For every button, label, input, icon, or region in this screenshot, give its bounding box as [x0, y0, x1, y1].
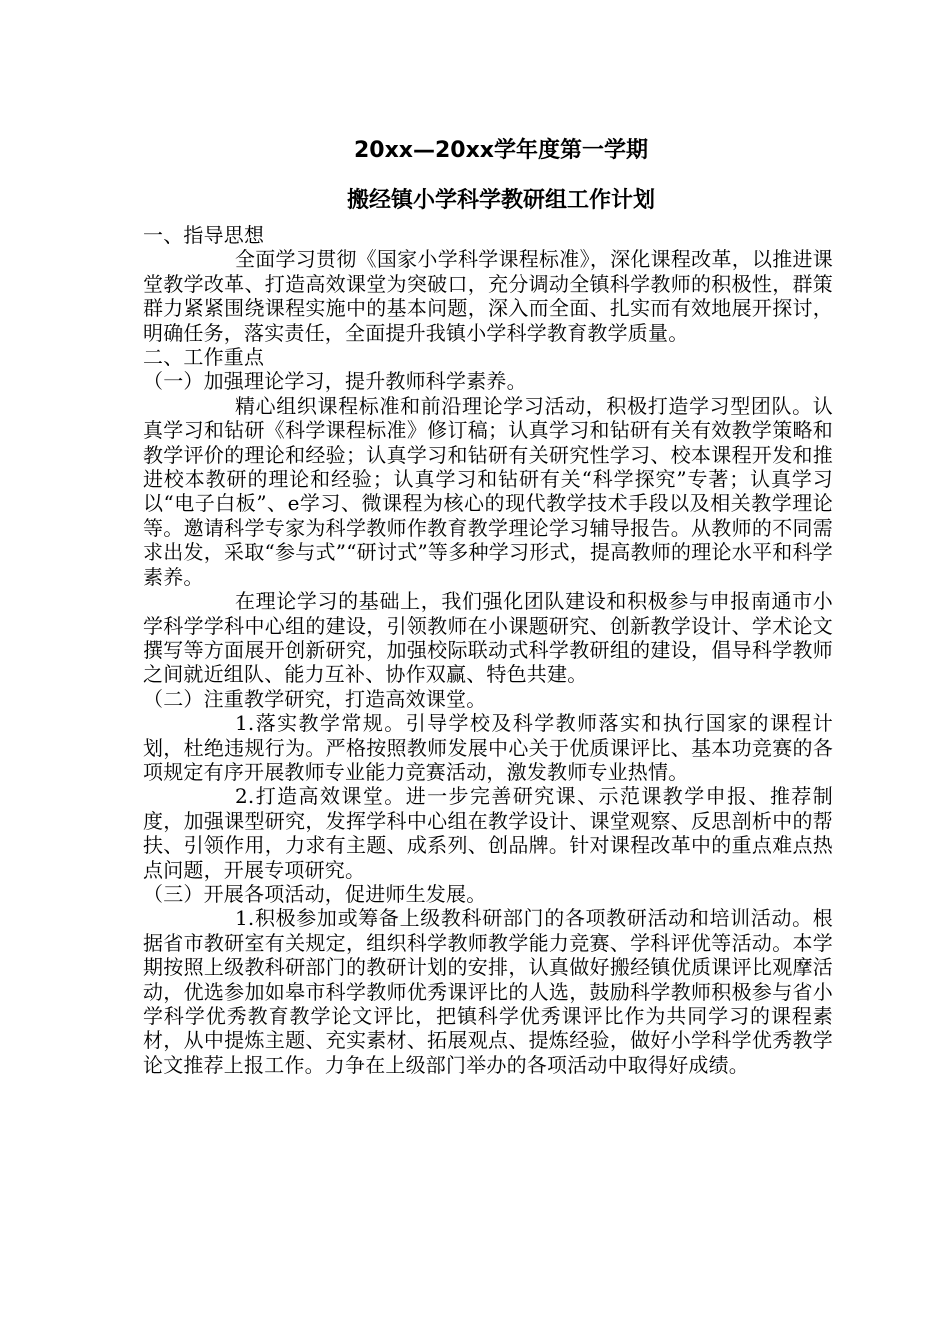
- paragraph-theory-study-2: 在理论学习的基础上，我们强化团队建设和积极参与申报南通市小学科学学科中心组的建设，引领教师在小课题研究、创新教学设计、学术论文撰写等方面展开创新研究，加强校际联动式科学教研组的建设，倡导科学教师之间就近组队、能力互补、协作双赢、特色共建。: [143, 589, 833, 687]
- document-title-line2: 搬经镇小学科学教研组工作计划: [346, 188, 655, 213]
- subsection-heading-activities: （三）开展各项活动，促进师生发展。: [143, 881, 487, 906]
- paragraph-theory-study-1: 精心组织课程标准和前沿理论学习活动，积极打造学习型团队。认真学习和钻研《科学课程标准》修订稿；认真学习和钻研有关有效教学策略和教学评价的理论和经验；认真学习和钻研有关研究性学习、校本课程开发和推进校本教研的理论和经验；认真学习和钻研有关“科学探究”专著；认真学习以“电子白板”、e学习、微课程为核心的现代教学技术手段以及相关教学理论等。邀请科学专家为科学教师作教育教学理论学习辅导报告。从教师的不同需求出发，采取“参与式”“研讨式”等多种学习形式，提高教师的理论水平和科学素养。: [143, 393, 833, 589]
- paragraph-teaching-research-2: 2.打造高效课堂。进一步完善研究课、示范课教学申报、推荐制度，加强课型研究，发挥学科中心组在教学设计、课堂观察、反思剖析中的帮扶、引领作用，力求有主题、成系列、创品牌。针对课程改革中的重点难点热点问题，开展专项研究。: [143, 784, 833, 882]
- paragraph-guiding-ideology: 全面学习贯彻《国家小学科学课程标准》，深化课程改革，以推进课堂教学改革、打造高效课堂为突破口，充分调动全镇科学教师的积极性，群策群力紧紧围绕课程实施中的基本问题，深入而全面、扎实而有效地展开探讨，明确任务，落实责任，全面提升我镇小学科学教育教学质量。: [143, 247, 833, 345]
- subsection-heading-teaching-research: （二）注重教学研究，打造高效课堂。: [143, 686, 487, 711]
- section-heading-work-focus: 二、工作重点: [143, 345, 265, 370]
- paragraph-activities-1: 1.积极参加或筹备上级教科研部门的各项教研活动和培训活动。根据省市教研室有关规定，组织科学教师教学能力竞赛、学科评优等活动。本学期按照上级教科研部门的教研计划的安排，认真做好搬经镇优质课评比观摩活动，优选参加如皋市科学教师优秀课评比的人选，鼓励科学教师积极参与省小学科学优秀教育教学论文评比，把镇科学优秀课评比作为共同学习的课程素材，从中提炼主题、充实素材、拓展观点、提炼经验，做好小学科学优秀教学论文推荐上报工作。力争在上级部门举办的各项活动中取得好成绩。: [143, 906, 833, 1077]
- document-title-line1: 20xx—20xx学年度第一学期: [354, 138, 648, 163]
- subsection-heading-theory-study: （一）加强理论学习，提升教师科学素养。: [143, 369, 527, 394]
- document-body: [143, 223, 833, 1077]
- paragraph-teaching-research-1: 1.落实教学常规。引导学校及科学教师落实和执行国家的课程计划，杜绝违规行为。严格按照教师发展中心关于优质课评比、基本功竞赛的各项规定有序开展教师专业能力竞赛活动，激发教师专业热情。: [143, 711, 833, 784]
- section-heading-guiding-ideology: 一、指导思想: [143, 223, 265, 247]
